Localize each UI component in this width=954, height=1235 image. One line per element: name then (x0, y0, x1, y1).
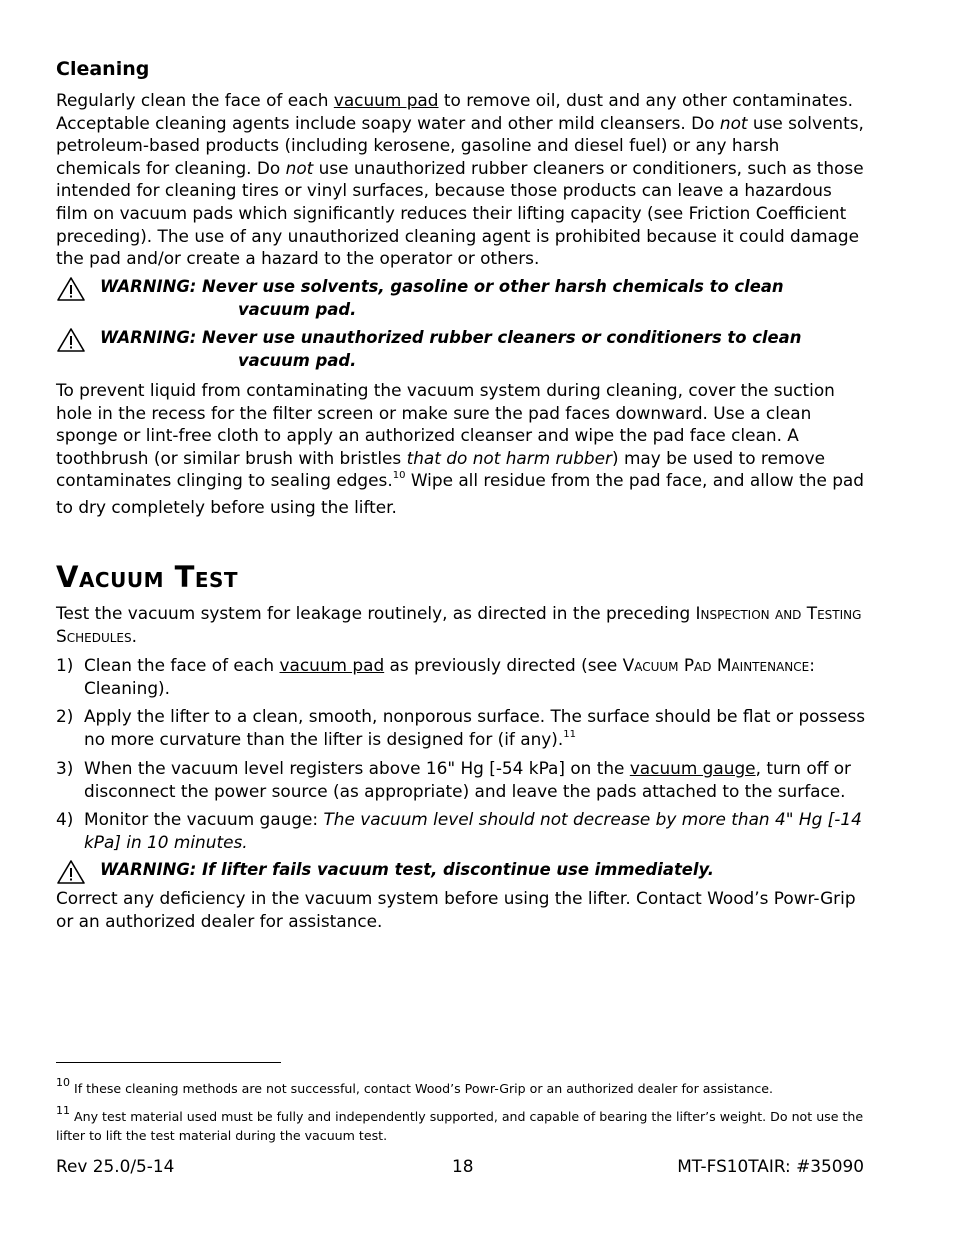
vacuum-gauge-link[interactable]: vacuum gauge (629, 758, 756, 778)
text: Clean the face of each (84, 655, 280, 675)
footnote-10 (56, 1076, 868, 1099)
list-number: 2) (56, 706, 74, 726)
text: ) may be used to remove contaminates clinging to sealing edges. (56, 447, 826, 491)
warning-text: WARNING: Never use solvents, gasoline or other harsh chemicals to clean (100, 277, 784, 296)
footnote-11 (56, 1104, 868, 1144)
list-item-text (84, 705, 868, 754)
list-number: 4) (56, 809, 74, 829)
list-item-text (84, 757, 868, 802)
list-item-text (84, 654, 868, 699)
warning-text: vacuum pad. (238, 300, 357, 319)
text: to remove oil, dust and any other contaminates. Acceptable cleaning agents include soapy water and other mild cleansers. Do (56, 90, 853, 133)
text: use solvents, petroleum-based products (including kerosene, gasoline and diesel fuel) or any harsh chemicals for cleaning. Do (56, 112, 864, 178)
footnote-text: If these cleaning methods are not successful, contact Wood’s Powr-Grip or an authorized dealer for assistance. (70, 1081, 774, 1096)
cleaning-procedure-paragraph (56, 379, 868, 519)
text: use unauthorized rubber cleaners or conditioners, such as those intended for cleaning tires or vinyl surfaces, because those products can leave a hazardous film on vacuum pads which significantly reduces their lifting capacity (see Friction Coefficient preceding). The use of any unauthorized cleaning agent is prohibited because it could damage the pad and/or create a hazard to the operator or others. (56, 157, 864, 269)
revision-label: Rev 25.0/5-14 (56, 1156, 175, 1176)
text: , turn off or disconnect the power source (as appropriate) and leave the pads attached to the surface. (84, 758, 851, 801)
text: . (131, 625, 137, 646)
footnote-divider (56, 1062, 281, 1063)
warning-triangle-icon (56, 859, 86, 885)
warning-triangle-icon (56, 276, 86, 302)
text: Apply the lifter to a clean, smooth, nonporous surface. The surface should be flat or possess no more curvature than the lifter is designed for (if any). (84, 706, 866, 749)
emphasis: The vacuum level should not decrease by more than 4" Hg [-14 kPa] in 10 minutes. (84, 809, 862, 852)
cleaning-paragraph (56, 89, 868, 270)
footnote-number: 11 (56, 1104, 70, 1117)
text: Test the vacuum system for leakage routinely, as directed in the preceding (56, 603, 696, 623)
list-number: 1) (56, 655, 74, 675)
section-reference: Inspection and Testing Schedules (56, 603, 862, 646)
list-item-text (84, 808, 868, 853)
footnote-text: Any test material used must be fully and independently supported, and capable of bearing the lifter’s weight. Do not use the lifter to lift the test material during the vacuum test. (56, 1109, 864, 1143)
emphasis: not (285, 157, 314, 178)
list-number: 3) (56, 758, 74, 778)
page-footer (56, 1156, 864, 1180)
page-number: 18 (452, 1156, 474, 1176)
cleaning-heading: Cleaning (56, 58, 150, 80)
text: Wipe all residue from the pad face, and allow the pad to dry completely before using the lifter. (56, 470, 864, 517)
emphasis: not (719, 112, 748, 133)
vacuum-pad-link[interactable]: vacuum pad (333, 90, 439, 110)
text: : Cleaning). (84, 655, 815, 698)
section-reference: Vacuum Pad Maintenance (622, 655, 810, 675)
text: as previously directed (see (384, 655, 623, 675)
vacuum-test-heading: Vacuum Test (56, 560, 239, 594)
document-id: MT-FS10TAIR: #35090 (677, 1156, 864, 1176)
text: Monitor the vacuum gauge: (84, 809, 324, 829)
text: Regularly clean the face of each (56, 90, 334, 110)
text: To prevent liquid from contaminating the vacuum system during cleaning, cover the suction hole in the recess for the filter screen or make sure the pad faces downward. Use a clean sponge or lint-free cloth to apply an authorized cleanser and wipe the pad face clean. A toothbrush (or similar brush with bristles (56, 380, 835, 468)
footnote-number: 10 (56, 1076, 70, 1089)
vacuum-test-intro (56, 602, 868, 647)
emphasis: that do not harm rubber (406, 447, 612, 468)
warning-text: vacuum pad. (238, 351, 357, 370)
vacuum-test-closing: Correct any deficiency in the vacuum system before using the lifter. Contact Wood’s Powr-Grip or an authorized dealer for assistance. (56, 888, 856, 931)
text: When the vacuum level registers above 16" Hg [-54 kPa] on the (84, 758, 630, 778)
vacuum-pad-link[interactable]: vacuum pad (279, 655, 385, 675)
footnote-ref-11[interactable]: 11 (563, 728, 576, 740)
warning-text: WARNING: If lifter fails vacuum test, discontinue use immediately. (100, 860, 714, 879)
warning-text: WARNING: Never use unauthorized rubber cleaners or conditioners to clean (100, 328, 802, 347)
warning-triangle-icon (56, 327, 86, 353)
footnote-ref-10[interactable]: 10 (392, 470, 406, 482)
